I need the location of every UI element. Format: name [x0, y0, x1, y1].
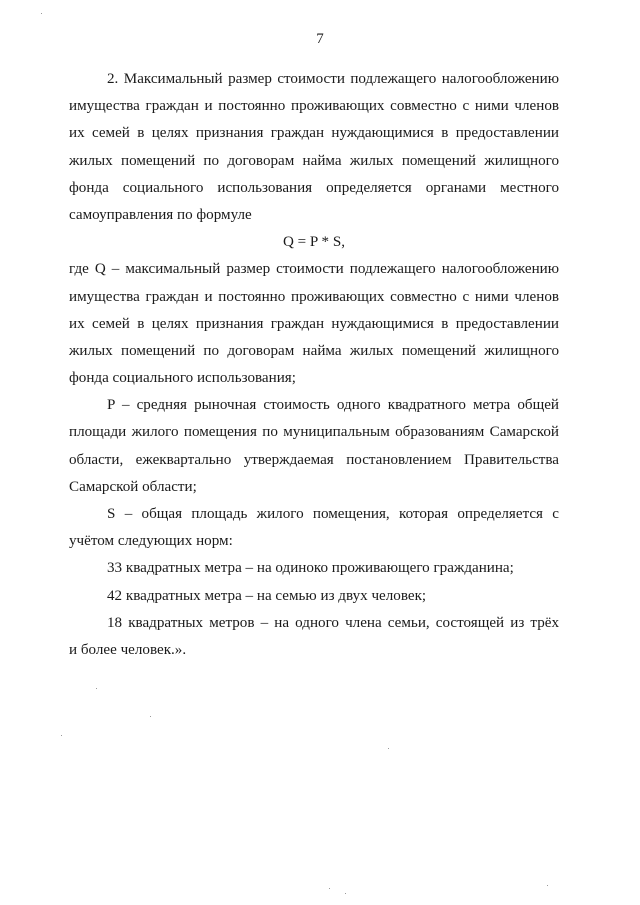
scan-speck: [96, 688, 97, 689]
scan-speck: [150, 716, 151, 717]
paragraph-line: и более человек.».: [69, 641, 187, 658]
paragraph-line: 33 квадратных метра – на одиноко проживающего гражданина;: [107, 560, 514, 577]
paragraph-line: их семей в целях признания граждан нуждающимися в предоставлении: [69, 315, 559, 332]
paragraph-max-value-definition: [69, 66, 559, 229]
scan-speck: [41, 13, 42, 14]
paragraph-line: имущества граждан и постоянно проживающих совместно с ними членов: [69, 98, 559, 115]
paragraph-line: фонда социального использования;: [69, 370, 296, 387]
paragraph-line: 42 квадратных метра – на семью из двух человек;: [107, 587, 427, 604]
norm-large-family: [69, 610, 559, 664]
paragraph-line: площади жилого помещения по муниципальным образованиям Самарской: [69, 424, 559, 441]
norm-single: [69, 555, 559, 582]
paragraph-line: имущества граждан и постоянно проживающих совместно с ними членов: [69, 288, 559, 305]
scan-speck: [388, 748, 389, 749]
scan-speck: [345, 893, 346, 894]
scan-speck: [547, 885, 548, 886]
paragraph-line: самоуправления по формуле: [69, 206, 252, 223]
page-number: 7: [316, 31, 324, 47]
paragraph-line: 2. Максимальный размер стоимости подлежащего налогообложению: [107, 71, 559, 87]
scan-speck: [61, 735, 62, 736]
paragraph-line: фонда социального использования определяется органами местного: [69, 179, 559, 196]
paragraph-line: 18 квадратных метров – на одного члена семьи, состоящей из трёх: [107, 614, 559, 631]
paragraph-p-definition: [69, 392, 559, 501]
norm-two-person-family: [69, 583, 559, 610]
paragraph-line: P – средняя рыночная стоимость одного квадратного метра общей: [107, 397, 559, 414]
paragraph-line: области, ежеквартально утверждаемая постановлением Правительства: [69, 451, 559, 468]
paragraph-line: жилых помещений по договорам найма жилых помещений жилищного: [69, 152, 559, 169]
paragraph-line: Самарской области;: [69, 478, 197, 495]
paragraph-line: их семей в целях признания граждан нуждающимися в предоставлении: [69, 125, 559, 142]
paragraph-line: жилых помещений по договорам найма жилых помещений жилищного: [69, 342, 559, 359]
paragraph-s-definition: [69, 501, 559, 555]
scan-speck: [329, 888, 330, 889]
paragraph-q-definition: [69, 256, 559, 392]
paragraph-line: S – общая площадь жилого помещения, которая определяется с: [107, 506, 559, 522]
formula: [69, 229, 559, 256]
formula-text: Q = P * S,: [282, 234, 346, 251]
paragraph-line: где Q – максимальный размер стоимости подлежащего налогообложению: [69, 261, 559, 278]
document-body: [69, 66, 559, 664]
paragraph-line: учётом следующих норм:: [69, 533, 233, 550]
